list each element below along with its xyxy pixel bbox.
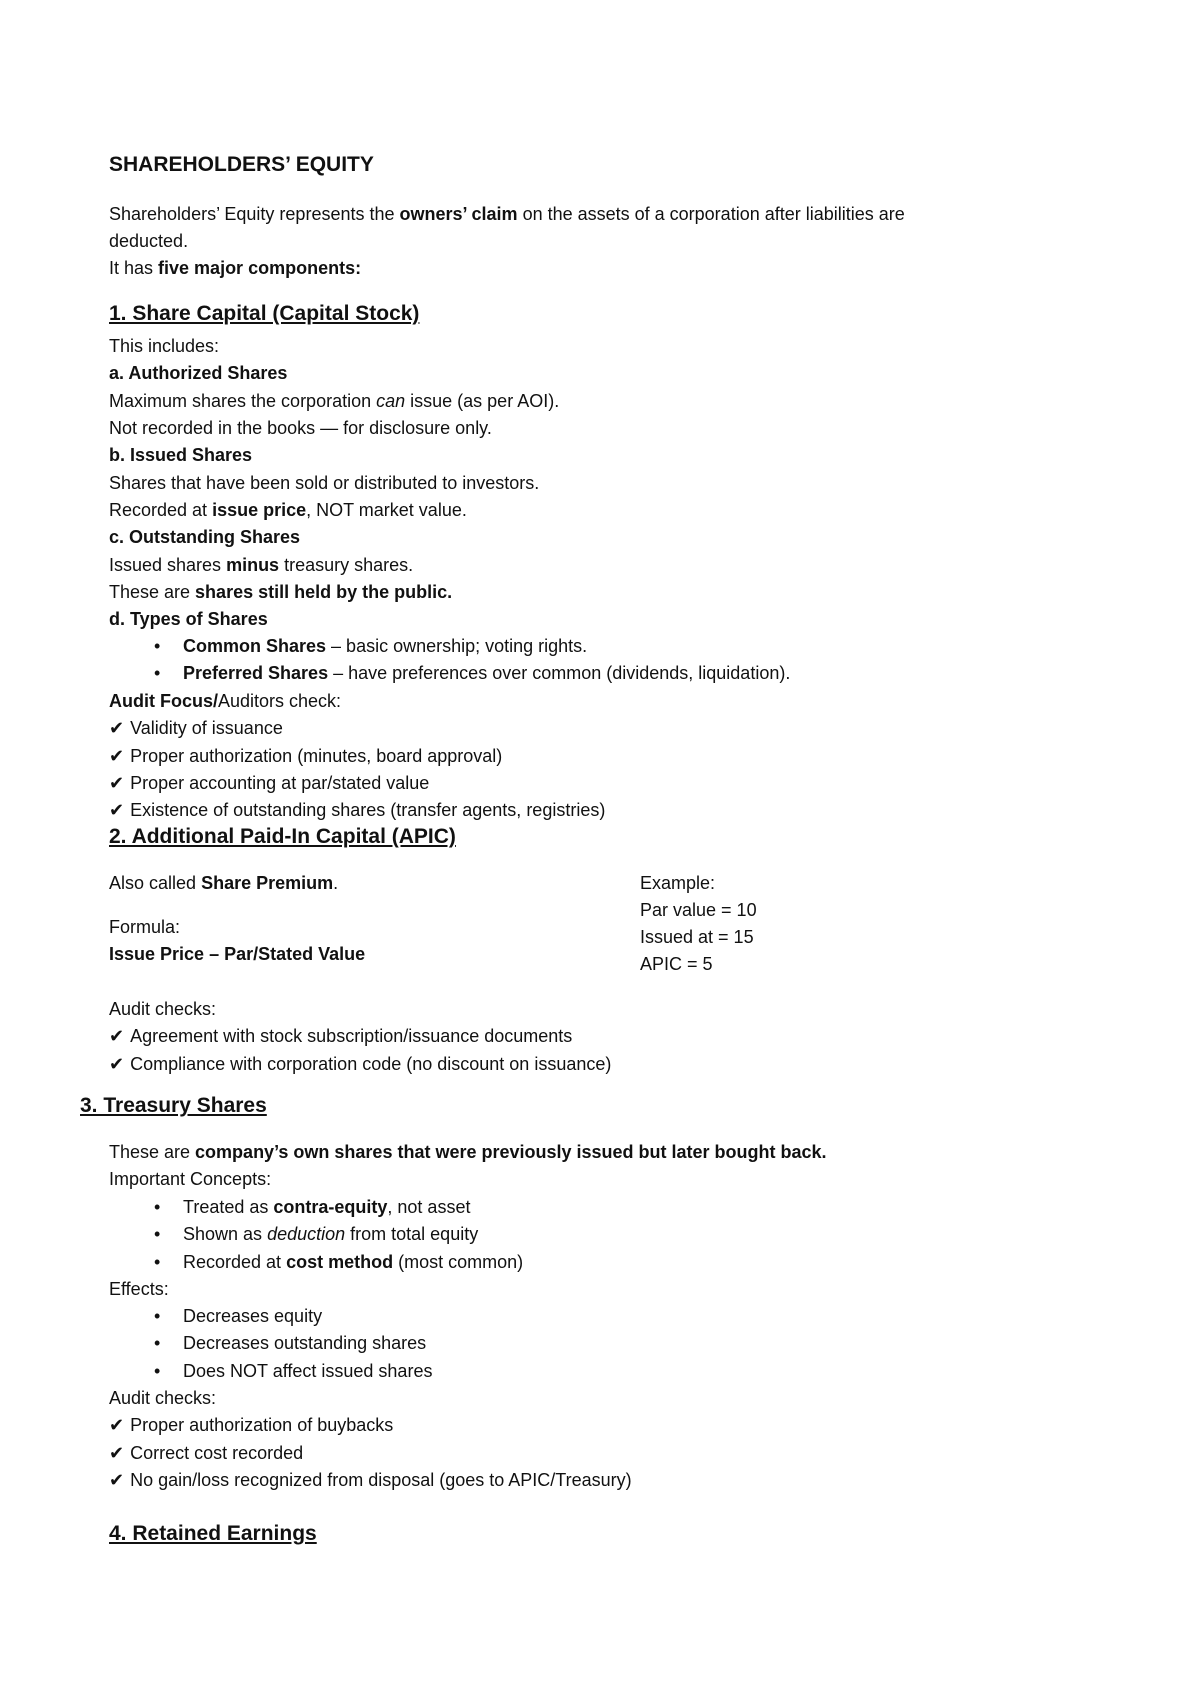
bullet-icon: • (154, 1306, 161, 1326)
text: Proper authorization (minutes, board approval) (130, 746, 503, 766)
text: – basic ownership; voting rights. (326, 636, 588, 656)
italic-text: can (376, 391, 406, 411)
text: Proper authorization of buybacks (130, 1415, 394, 1435)
bold-text: owners’ claim (399, 204, 518, 224)
issued-line-2 (109, 499, 467, 521)
text: from total equity (345, 1224, 479, 1244)
text: Recorded at (109, 500, 213, 520)
also-called-line (109, 872, 338, 894)
check-item (109, 1025, 572, 1047)
bold-text: cost method (286, 1252, 394, 1272)
intro-paragraph-line-2: deducted. (109, 231, 189, 251)
intro-paragraph-line-1 (109, 203, 905, 225)
bullet-icon: • (154, 1224, 161, 1244)
effect-item: Decreases outstanding shares (183, 1333, 427, 1353)
text: Proper accounting at par/stated value (130, 773, 430, 793)
bold-text: minus (226, 555, 280, 575)
bold-text: five major components: (158, 258, 362, 278)
bold-text: contra-equity (273, 1197, 388, 1217)
bullet-icon: • (154, 636, 161, 656)
issued-line-1: Shares that have been sold or distributed to investors. (109, 473, 540, 493)
bold-text: b. Issued Shares (109, 445, 253, 465)
bold-text: shares still held by the public. (195, 582, 453, 602)
formula-label: Formula: (109, 917, 181, 937)
treasury-definition (109, 1141, 827, 1163)
example-label: Example: (640, 873, 716, 893)
example-line-3: APIC = 5 (640, 954, 713, 974)
page-title: SHAREHOLDERS’ EQUITY (109, 153, 374, 176)
check-item (109, 799, 605, 821)
checkmark-icon: ✔ (109, 1054, 125, 1074)
text: Agreement with stock subscription/issuance documents (130, 1026, 573, 1046)
bold-text: d. Types of Shares (109, 609, 268, 629)
concepts-label: Important Concepts: (109, 1169, 272, 1189)
text: on the assets of a corporation after liabilities are (517, 204, 905, 224)
check-item (109, 1469, 632, 1491)
italic-text: deduction (267, 1224, 346, 1244)
includes-label: This includes: (109, 336, 220, 356)
checkmark-icon: ✔ (109, 746, 125, 766)
bold-text: company’s own shares that were previously issued but later bought back. (195, 1142, 827, 1162)
checkmark-icon: ✔ (109, 773, 125, 793)
bold-text: c. Outstanding Shares (109, 527, 301, 547)
text: Issued shares (109, 555, 227, 575)
text: Maximum shares the corporation (109, 391, 377, 411)
section-1-heading: 1. Share Capital (Capital Stock) (109, 302, 420, 325)
check-item (109, 1442, 303, 1464)
text: Auditors check: (218, 691, 342, 711)
text: Also called (109, 873, 202, 893)
authorized-line-1 (109, 390, 559, 412)
checkmark-icon: ✔ (109, 800, 125, 820)
checkmark-icon: ✔ (109, 1415, 125, 1435)
example-line-2: Issued at = 15 (640, 927, 754, 947)
audit-focus-line (109, 690, 341, 712)
text: . (333, 873, 339, 893)
section-2-heading: 2. Additional Paid-In Capital (APIC) (109, 825, 456, 848)
text: Correct cost recorded (130, 1443, 304, 1463)
bullet-icon: • (154, 1361, 161, 1381)
preferred-shares-item (183, 662, 790, 684)
effect-item: Decreases equity (183, 1306, 323, 1326)
checkmark-icon: ✔ (109, 1026, 125, 1046)
effect-item: Does NOT affect issued shares (183, 1361, 433, 1381)
bullet-icon: • (154, 1333, 161, 1353)
text: Validity of issuance (130, 718, 283, 738)
text: Compliance with corporation code (no discount on issuance) (130, 1054, 612, 1074)
intro-paragraph-line-3 (109, 257, 361, 279)
text: , not asset (387, 1197, 471, 1217)
checkmark-icon: ✔ (109, 718, 125, 738)
checkmark-icon: ✔ (109, 1443, 125, 1463)
audit-checks-label: Audit checks: (109, 1388, 217, 1408)
check-item (109, 772, 429, 794)
bold-text: issue price (212, 500, 307, 520)
text: treasury shares. (279, 555, 414, 575)
checkmark-icon: ✔ (109, 1470, 125, 1490)
bold-text: Share Premium (201, 873, 334, 893)
check-item (109, 745, 502, 767)
example-line-1: Par value = 10 (640, 900, 757, 920)
concept-item (183, 1196, 470, 1218)
types-of-shares-heading (109, 608, 268, 630)
section-3-heading: 3. Treasury Shares (80, 1094, 267, 1117)
effects-label: Effects: (109, 1279, 169, 1299)
concept-item (183, 1223, 478, 1245)
text: These are (109, 1142, 196, 1162)
bold-text: a. Authorized Shares (109, 363, 288, 383)
text: , NOT market value. (306, 500, 467, 520)
common-shares-item (183, 635, 587, 657)
bullet-icon: • (154, 1197, 161, 1217)
bold-text: Common Shares (183, 636, 327, 656)
bullet-icon: • (154, 663, 161, 683)
outstanding-line-2 (109, 581, 452, 603)
text: These are (109, 582, 196, 602)
text: (most common) (393, 1252, 524, 1272)
concept-item (183, 1251, 523, 1273)
authorized-shares-heading (109, 362, 287, 384)
formula (109, 943, 365, 965)
audit-checks-label: Audit checks: (109, 999, 217, 1019)
check-item (109, 717, 283, 739)
bold-text: Preferred Shares (183, 663, 329, 683)
text: No gain/loss recognized from disposal (goes to APIC/Treasury) (130, 1470, 632, 1490)
check-item (109, 1414, 393, 1436)
section-4-heading: 4. Retained Earnings (109, 1522, 317, 1545)
text: Shown as (183, 1224, 268, 1244)
check-item (109, 1053, 611, 1075)
outstanding-shares-heading (109, 526, 300, 548)
issued-shares-heading (109, 444, 252, 466)
text: Treated as (183, 1197, 274, 1217)
text: Existence of outstanding shares (transfer agents, registries) (130, 800, 606, 820)
text: It has (109, 258, 159, 278)
bullet-icon: • (154, 1252, 161, 1272)
bold-text: Audit Focus/ (109, 691, 218, 711)
text: Recorded at (183, 1252, 287, 1272)
text: – have preferences over common (dividends, liquidation). (328, 663, 791, 683)
bold-text: Issue Price – Par/Stated Value (109, 944, 366, 964)
text: issue (as per AOI). (405, 391, 560, 411)
text: Shareholders’ Equity represents the (109, 204, 400, 224)
authorized-line-2: Not recorded in the books — for disclosure only. (109, 418, 492, 438)
outstanding-line-1 (109, 554, 413, 576)
